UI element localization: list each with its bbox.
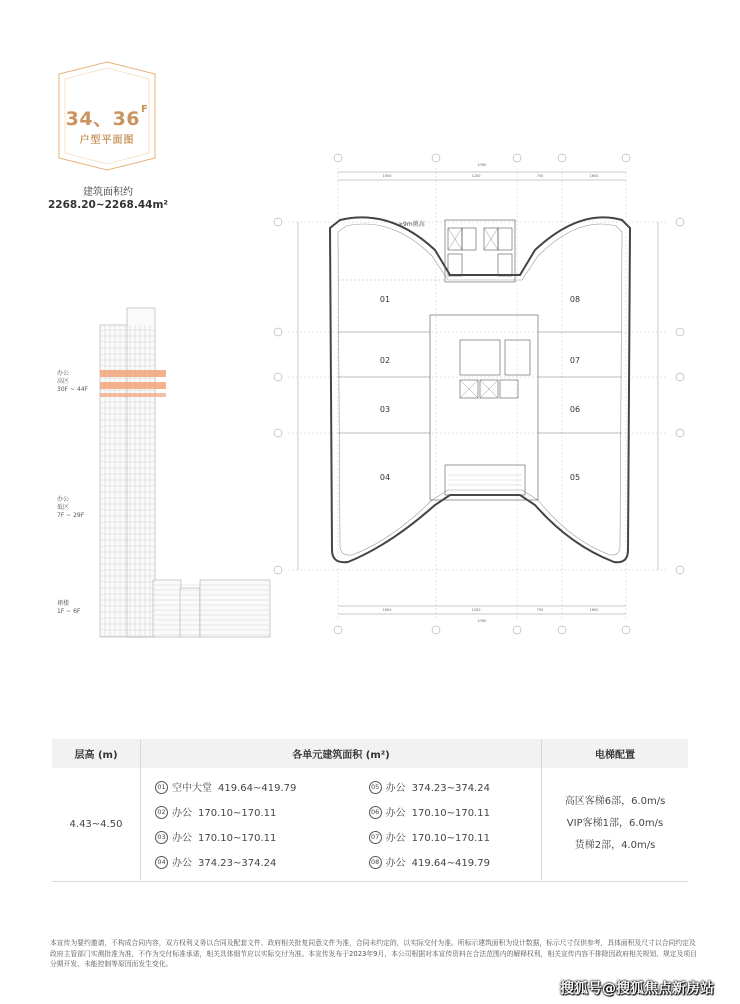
svg-text:1600: 1600 bbox=[382, 174, 392, 178]
area-label: 建筑面积约 bbox=[83, 187, 133, 198]
floor-numbers: 34、$36^F$ bbox=[65, 104, 149, 130]
unit-name: 办公 bbox=[385, 832, 406, 844]
spec-table bbox=[52, 739, 688, 882]
unit-cell bbox=[141, 799, 355, 824]
svg-text:1600: 1600 bbox=[589, 174, 599, 178]
disclaimer: 本宣传为要约邀请，不构成合同内容，双方权利义务以合同及配套文件、政府相关批复同意文件为准，合同未约定的，以实际交付为准。所标示建筑面积为设计数据，标示尺寸仅供参考，具体面积及尺寸以合同约定及政府主管部门实测批准为准，不作为交付标准承诺，相关具体细节应以实际交付为准。本宣传发布于2023年9月，本公司根据对本宣传资料在合法范围内的解释权利，相关宣传内容不排除因政府相关规划、规定及项目分期开发、未能控制等原因而发生变化。 bbox=[50, 939, 697, 968]
unit-06-label: 06 bbox=[569, 405, 581, 414]
svg-text:4760: 4760 bbox=[477, 163, 487, 167]
unit-area: 170.10~170.11 bbox=[198, 832, 277, 844]
unit-number: 02 bbox=[155, 806, 168, 819]
unit-02-label: 02 bbox=[379, 356, 391, 365]
floor-height-value: 4.43~4.50 bbox=[52, 768, 141, 880]
unit-05-label: 05 bbox=[569, 473, 581, 482]
header-elevator: 电梯配置 bbox=[542, 739, 689, 768]
header-unit-area: 各单元建筑面积 (m²) bbox=[141, 739, 542, 768]
unit-name: 办公 bbox=[172, 832, 192, 844]
unit-name: 办公 bbox=[172, 807, 192, 819]
unit-name: 空中大堂 bbox=[172, 782, 212, 794]
area-value: 2268.20~2268.44m² bbox=[48, 199, 168, 211]
unit-name: 办公 bbox=[385, 807, 406, 819]
svg-text:750: 750 bbox=[536, 174, 544, 178]
unit-row bbox=[141, 824, 541, 849]
svg-text:1200: 1200 bbox=[471, 174, 481, 178]
atrium-note: ≥9m挑高 bbox=[398, 221, 425, 228]
unit-number: 01 bbox=[155, 781, 168, 794]
unit-area: 374.23~374.24 bbox=[411, 782, 491, 794]
unit-cell bbox=[141, 774, 355, 799]
unit-cell bbox=[355, 774, 541, 799]
unit-name: 办公 bbox=[172, 857, 192, 869]
layout-label: 户型平面图 bbox=[79, 135, 135, 146]
unit-area: 419.64~419.79 bbox=[411, 857, 491, 869]
unit-name: 办公 bbox=[385, 782, 406, 794]
watermark: 搜狐号@搜狐焦点新房站 bbox=[560, 981, 714, 997]
unit-07-label: 07 bbox=[569, 356, 581, 365]
unit-area: 170.10~170.11 bbox=[411, 807, 491, 819]
unit-number: 03 bbox=[155, 831, 168, 844]
unit-number: 06 bbox=[369, 806, 382, 819]
unit-08-label: 08 bbox=[569, 295, 581, 304]
unit-01-label: 01 bbox=[379, 295, 391, 304]
unit-cell bbox=[355, 849, 541, 874]
unit-number: 07 bbox=[369, 831, 382, 844]
zone-low: 办公 低区 7F ~ 29F bbox=[57, 496, 85, 519]
unit-area: 374.23~374.24 bbox=[198, 857, 277, 869]
floor-plan bbox=[270, 150, 690, 640]
svg-text:1600: 1600 bbox=[589, 608, 599, 612]
unit-number: 04 bbox=[155, 856, 168, 869]
elevator-line: VIP客梯1部，6.0m/s bbox=[566, 818, 664, 829]
svg-text:4760: 4760 bbox=[477, 619, 487, 623]
unit-row bbox=[141, 774, 541, 799]
unit-number: 05 bbox=[369, 781, 382, 794]
unit-area: 419.64~419.79 bbox=[218, 782, 297, 794]
zone-podium: 裙楼 1F ~ 6F bbox=[57, 600, 81, 615]
unit-number: 08 bbox=[369, 856, 382, 869]
elevator-line: 高区客梯6部，6.0m/s bbox=[564, 796, 666, 807]
svg-text:1600: 1600 bbox=[382, 608, 392, 612]
unit-cell bbox=[355, 824, 541, 849]
elevator-line: 货梯2部，4.0m/s bbox=[574, 840, 656, 851]
elevator-config bbox=[542, 768, 689, 880]
unit-name: 办公 bbox=[385, 857, 406, 869]
unit-03-label: 03 bbox=[379, 405, 391, 414]
unit-area: 170.10~170.11 bbox=[411, 832, 491, 844]
svg-text:1200: 1200 bbox=[471, 608, 481, 612]
unit-cell bbox=[355, 799, 541, 824]
zone-high: 办公 高区 30F ~ 44F bbox=[57, 370, 89, 393]
unit-cell bbox=[141, 849, 355, 874]
svg-text:750: 750 bbox=[536, 608, 544, 612]
unit-row bbox=[141, 799, 541, 824]
unit-cell bbox=[141, 824, 355, 849]
unit-04-label: 04 bbox=[379, 473, 391, 482]
header-floor-height: 层高 (m) bbox=[52, 739, 141, 768]
unit-area: 170.10~170.11 bbox=[198, 807, 277, 819]
unit-row bbox=[141, 849, 541, 874]
